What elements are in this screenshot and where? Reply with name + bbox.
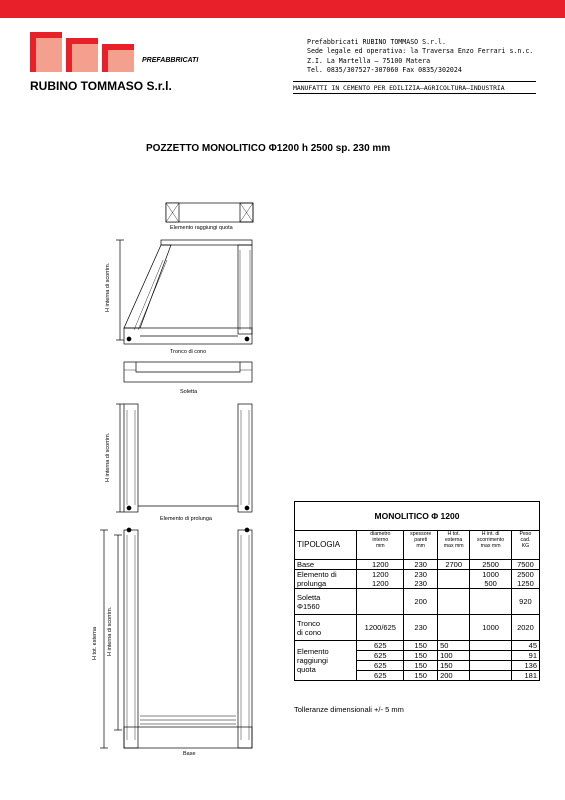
tolerance-note: Tolleranze dimensionali +/- 5 mm xyxy=(294,705,404,714)
tronco-cono-drawing xyxy=(116,240,252,344)
cell: 2700 xyxy=(438,560,470,570)
specs-table xyxy=(294,501,540,681)
cell: 91 xyxy=(511,651,539,661)
brand-name: RUBINO TOMMASO S.r.l. xyxy=(30,79,172,93)
h-interna-label: H interna di scorrim. xyxy=(107,606,113,656)
cell: 1000 500 xyxy=(470,570,512,589)
cell: 200 xyxy=(404,589,438,615)
h-interna-label: H interna di scorrim. xyxy=(105,432,111,482)
cell: 150 xyxy=(404,671,438,681)
raggiungi-quota-caption: Elemento raggiungi quota xyxy=(170,225,233,231)
row-name: Elemento di prolunga xyxy=(295,570,357,589)
cell: 1200 xyxy=(357,560,404,570)
cell: 230 xyxy=(404,560,438,570)
cell: 1200 1200 xyxy=(357,570,404,589)
table-heading: MONOLITICO Φ 1200 xyxy=(295,502,540,531)
cell xyxy=(438,570,470,589)
address-line: Prefabbricati RUBINO TOMMASO S.r.l. xyxy=(307,38,446,46)
table-row xyxy=(295,615,540,641)
cell xyxy=(470,641,512,651)
h-interna-label: H interna di scorrim. xyxy=(105,262,111,312)
tronco-cono-caption: Tronco di cono xyxy=(170,349,207,355)
table-header-row xyxy=(295,531,540,560)
base-caption: Base xyxy=(183,751,196,757)
cell: 230 xyxy=(404,615,438,641)
table-row xyxy=(295,570,540,589)
cell xyxy=(438,615,470,641)
cell: 150 xyxy=(404,661,438,671)
cell: 625 xyxy=(357,671,404,681)
cell xyxy=(470,661,512,671)
cell: 920 xyxy=(511,589,539,615)
cell: 230 230 xyxy=(404,570,438,589)
page-title: POZZETTO MONOLITICO Φ1200 h 2500 sp. 230 mm xyxy=(146,143,391,154)
cell xyxy=(470,651,512,661)
col-hint: H int. di scorrimento max mm xyxy=(470,531,512,560)
brand-subtitle: PREFABBRICATI xyxy=(142,57,199,64)
cell xyxy=(470,671,512,681)
cell: 45 xyxy=(511,641,539,651)
col-diametro: diametro interno mm xyxy=(357,531,404,560)
table-row xyxy=(295,589,540,615)
cell: 2500 1250 xyxy=(511,570,539,589)
row-name: Tronco di cono xyxy=(295,615,357,641)
cell: 625 xyxy=(357,651,404,661)
cell: 136 xyxy=(511,661,539,671)
table-row xyxy=(295,560,540,570)
cell: 1200/625 xyxy=(357,615,404,641)
row-name: Elemento raggiungi quota xyxy=(295,641,357,681)
cell: 150 xyxy=(404,641,438,651)
h-totale-label: H tot. esterna xyxy=(92,626,98,660)
cell: 2500 xyxy=(470,560,512,570)
cell: 625 xyxy=(357,641,404,651)
cell: 1000 xyxy=(470,615,512,641)
specs-table-wrap xyxy=(294,501,540,681)
cell xyxy=(438,589,470,615)
cell: 2020 xyxy=(511,615,539,641)
cell xyxy=(357,589,404,615)
base-drawing xyxy=(100,528,252,748)
soletta-drawing xyxy=(124,362,252,382)
company-activity: MANUFATTI IN CEMENTO PER EDILIZIA—AGRICOLTURA—INDUSTRIA xyxy=(293,84,505,92)
cell: 7500 xyxy=(511,560,539,570)
row-name: Soletta Φ1560 xyxy=(295,589,357,615)
col-spessore: spessore pareti mm xyxy=(404,531,438,560)
cell xyxy=(470,589,512,615)
cell: 150 xyxy=(404,651,438,661)
prolunga-drawing xyxy=(116,404,252,512)
table-row xyxy=(295,641,540,651)
address-line: Z.I. La Martella — 75100 Matera xyxy=(307,56,431,65)
col-tipologia: TIPOLOGIA xyxy=(295,531,357,560)
cell: 625 xyxy=(357,661,404,671)
raggiungi-quota-drawing xyxy=(166,203,253,222)
address-line: Sede legale ed operativa: la Traversa Enzo Ferrari s.n.c. xyxy=(307,47,534,56)
cell: 100 xyxy=(438,651,470,661)
soletta-caption: Soletta xyxy=(180,389,198,395)
address-line: Tel. 0835/307527-307060 Fax 0835/302024 xyxy=(307,66,462,75)
col-htot: H tot. esterna max mm xyxy=(438,531,470,560)
col-peso: Peso cad. KG xyxy=(511,531,539,560)
cell: 200 xyxy=(438,671,470,681)
prolunga-caption: Elemento di prolunga xyxy=(160,516,212,522)
cell: 181 xyxy=(511,671,539,681)
cell: 50 xyxy=(438,641,470,651)
cell: 150 xyxy=(438,661,470,671)
row-name: Base xyxy=(295,560,357,570)
